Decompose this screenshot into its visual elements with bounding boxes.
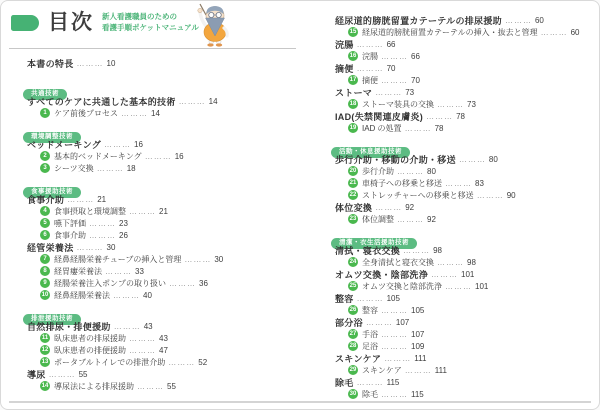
footer-divider [9, 401, 591, 403]
page-number: 43 [159, 333, 168, 343]
category-badge-row [23, 307, 299, 322]
dot-leader: ……… [356, 293, 384, 303]
item-number-badge: 8 [40, 266, 50, 276]
toc-entry-label: オムツ交換・陰部洗浄 [335, 269, 429, 280]
dot-leader: ……… [404, 123, 432, 133]
dot-leader: ……… [67, 194, 95, 204]
toc-entry-label: 整容 [362, 305, 378, 315]
toc-heading-row [335, 153, 593, 165]
dot-leader: ……… [105, 266, 132, 276]
dot-leader: ……… [381, 329, 408, 339]
toc-heading-row [335, 110, 593, 122]
page-number: 16 [134, 139, 143, 149]
toc-heading-row [27, 368, 299, 380]
subtitle-line-2: 看護手順ポケットマニュアル [102, 22, 199, 32]
toc-entry-label: ストーマ [335, 87, 373, 98]
dot-leader: ……… [168, 357, 196, 367]
page-number: 43 [143, 321, 153, 331]
page-number: 105 [411, 305, 425, 315]
toc-entry-label: 経尿道的膀胱留置カテーテルの挿入・抜去と管理 [362, 27, 538, 37]
item-number-badge: 2 [40, 151, 50, 161]
toc-heading-row [335, 86, 593, 98]
toc-entry-label: 浣腸 [335, 39, 354, 50]
toc-item-row [335, 388, 593, 400]
page-number: 105 [386, 293, 400, 303]
toc-item-row [335, 177, 593, 189]
toc-heading-row [27, 320, 299, 332]
category-badge: 環境調整技術 [23, 132, 81, 144]
dot-leader: ……… [356, 377, 384, 387]
toc-heading-row [335, 62, 593, 74]
page-number: 55 [78, 369, 88, 379]
mascot-illustration [182, 2, 248, 48]
page-header [11, 12, 199, 33]
toc-entry-label: 食事介助 [54, 230, 86, 240]
toc-item-row [27, 217, 299, 229]
dot-leader: ……… [113, 321, 141, 331]
item-number-badge: 30 [349, 391, 357, 397]
dot-leader: ……… [404, 365, 432, 375]
category-badge-row [23, 125, 299, 140]
page-number: 80 [427, 166, 436, 176]
item-number-badge: 23 [349, 216, 357, 222]
toc-entry-label: 手浴 [362, 329, 378, 339]
dot-leader: ……… [113, 290, 140, 300]
dot-leader: ……… [129, 333, 156, 343]
page-number: 33 [135, 266, 144, 276]
category-badge: 清潔・衣生活援助技術 [331, 238, 417, 250]
page-number: 60 [534, 15, 544, 25]
page-number: 90 [506, 190, 516, 200]
toc-item-row [335, 328, 593, 340]
dot-leader: ……… [178, 96, 206, 106]
toc-entry-label: 整容 [335, 293, 354, 304]
toc-item-row [335, 50, 593, 62]
item-number-badge: 21 [349, 180, 357, 186]
item-number-badge: 29 [349, 367, 357, 373]
dot-leader: ……… [381, 75, 408, 85]
dot-leader: ……… [137, 381, 164, 391]
toc-entry-label: ストレッチャーへの移乗と移送 [362, 190, 474, 200]
page-number: 73 [405, 87, 415, 97]
toc-item-row [27, 265, 299, 277]
page-number: 78 [434, 123, 444, 133]
toc-entry-label: IAD の処置 [362, 123, 402, 133]
toc-entry-label: 歩行介助・移動の介助・移送 [335, 154, 456, 165]
page-number: 26 [119, 230, 128, 240]
toc-heading-row [335, 292, 593, 304]
toc-item-row [27, 107, 299, 119]
subtitle-line-1: 新人看護職員のための [102, 12, 177, 21]
dot-leader: ……… [96, 163, 124, 173]
toc-item-row [27, 344, 299, 356]
dot-leader: ……… [384, 353, 412, 363]
dot-leader: ……… [540, 27, 568, 37]
dot-leader: ……… [445, 178, 472, 188]
page-number: 92 [427, 214, 436, 224]
toc-entry-label: 除毛 [335, 377, 354, 388]
page-number: 107 [411, 329, 425, 339]
toc-entry-label: 摘便 [335, 63, 354, 74]
category-badge: 活動・休息援助技術 [331, 147, 410, 159]
item-number-badge: 15 [349, 29, 357, 35]
page-number: 101 [461, 269, 475, 279]
page-number: 115 [386, 377, 400, 387]
toc-entry-label: スキンケア [362, 365, 402, 375]
toc-entry-label: 基本的ベッドメーキング [54, 151, 142, 161]
item-number-badge: 17 [349, 77, 357, 83]
toc-item-row [27, 205, 299, 217]
toc-heading-row [335, 352, 593, 364]
dot-leader: ……… [89, 230, 116, 240]
toc-entry-label: シーツ交換 [54, 163, 94, 173]
item-number-badge: 16 [349, 53, 357, 59]
dot-leader: ……… [76, 242, 104, 252]
dot-leader: ……… [431, 269, 459, 279]
toc-entry-label: 全身清拭と寝衣交換 [362, 257, 434, 267]
toc-item-row [27, 162, 299, 174]
toc-column-left [27, 57, 299, 392]
page-number: 14 [208, 96, 218, 106]
dot-leader: ……… [381, 51, 408, 61]
item-number-badge: 13 [41, 359, 49, 365]
dot-leader: ……… [169, 278, 196, 288]
toc-item-row [27, 253, 299, 265]
item-number-badge: 3 [40, 163, 50, 173]
dot-leader: ……… [458, 154, 486, 164]
dot-leader: ……… [504, 15, 532, 25]
toc-column-right [335, 14, 593, 400]
page-number: 70 [411, 75, 420, 85]
toc-heading-row [27, 57, 299, 69]
page-number: 21 [159, 206, 168, 216]
page-number: 73 [467, 99, 476, 109]
toc-entry-label: 経鼻経腸栄養法 [54, 290, 110, 300]
dot-leader: ……… [476, 190, 504, 200]
item-number-badge: 20 [349, 168, 357, 174]
dot-leader: ……… [356, 63, 384, 73]
page-number: 111 [434, 365, 447, 375]
dot-leader: ……… [437, 99, 464, 109]
toc-item-row [27, 277, 299, 289]
toc-entry-label: 臥床患者の排便援助 [54, 345, 126, 355]
page-number: 30 [214, 254, 224, 264]
page-number: 109 [411, 341, 425, 351]
toc-heading-row [335, 38, 593, 50]
toc-entry-label: 嚥下評価 [54, 218, 86, 228]
page-number: 80 [488, 154, 498, 164]
toc-entry-label: 体位調整 [362, 214, 394, 224]
page-number: 52 [198, 357, 208, 367]
dot-leader: ……… [365, 317, 393, 327]
page-number: 23 [119, 218, 128, 228]
category-badge: 排泄援助技術 [23, 314, 81, 326]
page-number: 98 [467, 257, 476, 267]
item-number-badge: 10 [41, 292, 49, 298]
toc-entry-label: 経胃瘻栄養法 [54, 266, 102, 276]
item-number-badge: 19 [349, 125, 357, 131]
toc-entry-label: 体位変換 [335, 202, 373, 213]
toc-entry-label: 浣腸 [362, 51, 378, 61]
dot-leader: ……… [397, 166, 424, 176]
toc-item-row [335, 122, 593, 134]
page-number: 83 [475, 178, 484, 188]
item-number-badge: 6 [40, 230, 50, 240]
item-number-badge: 1 [40, 108, 50, 118]
category-badge-row [23, 180, 299, 195]
toc-item-row [27, 289, 299, 301]
toc-heading-row [27, 193, 299, 205]
toc-item-row [335, 280, 593, 292]
toc-entry-label: 導尿法による排尿援助 [54, 381, 134, 391]
page-number: 98 [433, 245, 443, 255]
toc-heading-row [335, 201, 593, 213]
category-badge-row [23, 82, 299, 97]
toc-item-row [27, 380, 299, 392]
toc-item-row [335, 304, 593, 316]
dot-leader: ……… [129, 345, 156, 355]
item-number-badge: 25 [349, 283, 357, 289]
toc-entry-label: 摘便 [362, 75, 378, 85]
toc-item-row [335, 340, 593, 352]
dot-leader: ……… [144, 151, 172, 161]
green-accent-shape [11, 15, 39, 31]
dot-leader: ……… [121, 108, 148, 118]
item-number-badge: 22 [349, 192, 357, 198]
item-number-badge: 26 [349, 307, 357, 313]
page-number: 60 [570, 27, 580, 37]
toc-entry-label: 自然排尿・排便援助 [27, 321, 111, 332]
dot-leader: ……… [375, 202, 403, 212]
item-number-badge: 4 [40, 206, 50, 216]
page-number: 14 [151, 108, 160, 118]
toc-entry-label: 食事摂取と環境調整 [54, 206, 126, 216]
page-number: 66 [411, 51, 420, 61]
toc-item-row [27, 356, 299, 368]
item-number-badge: 28 [349, 343, 357, 349]
toc-entry-label: ケア前後プロセス [54, 108, 118, 118]
toc-item-row [335, 256, 593, 268]
item-number-badge: 18 [349, 101, 357, 107]
toc-item-row [335, 165, 593, 177]
item-number-badge: 14 [41, 383, 49, 389]
item-number-badge: 9 [40, 278, 50, 288]
toc-entry-label: オムツ交換と陰部洗浄 [362, 281, 442, 291]
toc-entry-label: 臥床患者の排尿援助 [54, 333, 126, 343]
page-number: 47 [159, 345, 168, 355]
toc-heading-row [335, 244, 593, 256]
item-number-badge: 5 [40, 218, 50, 228]
page-number: 18 [126, 163, 136, 173]
toc-entry-label: 経管栄養法 [27, 242, 74, 253]
page-number: 111 [414, 353, 427, 363]
toc-heading-row [27, 95, 299, 107]
toc-entry-label: IAD(失禁関連皮膚炎) [335, 111, 424, 122]
dot-leader: ……… [104, 139, 132, 149]
toc-heading-row [335, 316, 593, 328]
toc-heading-row [335, 268, 593, 280]
page-number: 70 [386, 63, 396, 73]
toc-item-row [335, 98, 593, 110]
dot-leader: ……… [375, 87, 403, 97]
item-number-badge: 11 [41, 335, 49, 341]
page-number: 10 [106, 58, 116, 68]
toc-entry-label: 導尿 [27, 369, 46, 380]
toc-item-row [27, 229, 299, 241]
page-number: 55 [167, 381, 176, 391]
item-number-badge: 12 [41, 347, 49, 353]
toc-item-row [335, 213, 593, 225]
dot-leader: ……… [184, 254, 212, 264]
page-number: 92 [405, 202, 415, 212]
dot-leader: ……… [129, 206, 156, 216]
toc-entry-label: 本書の特長 [27, 58, 74, 69]
toc-entry-label: 食事介助 [27, 194, 65, 205]
dot-leader: ……… [397, 214, 424, 224]
dot-leader: ……… [48, 369, 76, 379]
page-number: 101 [475, 281, 489, 291]
toc-entry-label: 車椅子への移乗と移送 [362, 178, 442, 188]
toc-item-row [335, 364, 593, 376]
category-badge: 共通技術 [23, 89, 67, 101]
toc-entry-label: 除毛 [362, 389, 378, 399]
dot-leader: ……… [76, 58, 104, 68]
page-number: 107 [395, 317, 410, 327]
header-divider [9, 48, 296, 49]
toc-entry-label: 部分浴 [335, 317, 363, 328]
dot-leader: ……… [381, 341, 408, 351]
toc-entry-label: 足浴 [362, 341, 378, 351]
page-number: 40 [143, 290, 152, 300]
toc-heading-row [335, 376, 593, 388]
toc-entry-label: スキンケア [335, 353, 382, 364]
page-number: 78 [456, 111, 466, 121]
dot-leader: ……… [426, 111, 454, 121]
page-number: 16 [174, 151, 184, 161]
page-number: 36 [199, 278, 208, 288]
toc-item-row [335, 26, 593, 38]
toc-item-row [27, 332, 299, 344]
category-badge: 食事援助技術 [23, 187, 81, 199]
item-number-badge: 7 [40, 254, 50, 264]
dot-leader: ……… [89, 218, 116, 228]
toc-entry-label: 経腸栄養注入ポンプの取り扱い [54, 278, 166, 288]
page-number: 30 [106, 242, 116, 252]
page-number: 21 [97, 194, 107, 204]
item-number-badge: 27 [349, 331, 357, 337]
toc-heading-row [335, 14, 593, 26]
toc-entry-label: 経尿道的膀胱留置カテーテルの排尿援助 [335, 15, 502, 26]
page-number: 66 [386, 39, 396, 49]
dot-leader: ……… [381, 389, 408, 399]
page-title: 目次 [48, 11, 94, 34]
dot-leader: ……… [437, 257, 464, 267]
dot-leader: ……… [403, 245, 431, 255]
toc-entry-label: ストーマ装具の交換 [362, 99, 434, 109]
toc-entry-label: ベッドメーキング [27, 139, 102, 150]
toc-heading-row [27, 138, 299, 150]
category-badge-row [331, 231, 593, 246]
toc-entry-label: 経鼻経腸栄養チューブの挿入と管理 [54, 254, 182, 264]
dot-leader: ……… [445, 281, 472, 291]
toc-item-row [335, 189, 593, 201]
category-badge-row [331, 140, 593, 155]
dot-leader: ……… [381, 305, 408, 315]
toc-entry-label: すべてのケアに共通した基本的技術 [27, 96, 176, 107]
toc-entry-label: 歩行介助 [362, 166, 394, 176]
toc-item-row [335, 74, 593, 86]
toc-heading-row [27, 241, 299, 253]
toc-entry-label: ポータブルトイレでの排泄介助 [54, 357, 166, 367]
page-number: 115 [411, 389, 424, 399]
toc-item-row [27, 150, 299, 162]
dot-leader: ……… [356, 39, 384, 49]
item-number-badge: 24 [349, 259, 357, 265]
toc-entry-label: 清拭・寝衣交換 [335, 245, 401, 256]
